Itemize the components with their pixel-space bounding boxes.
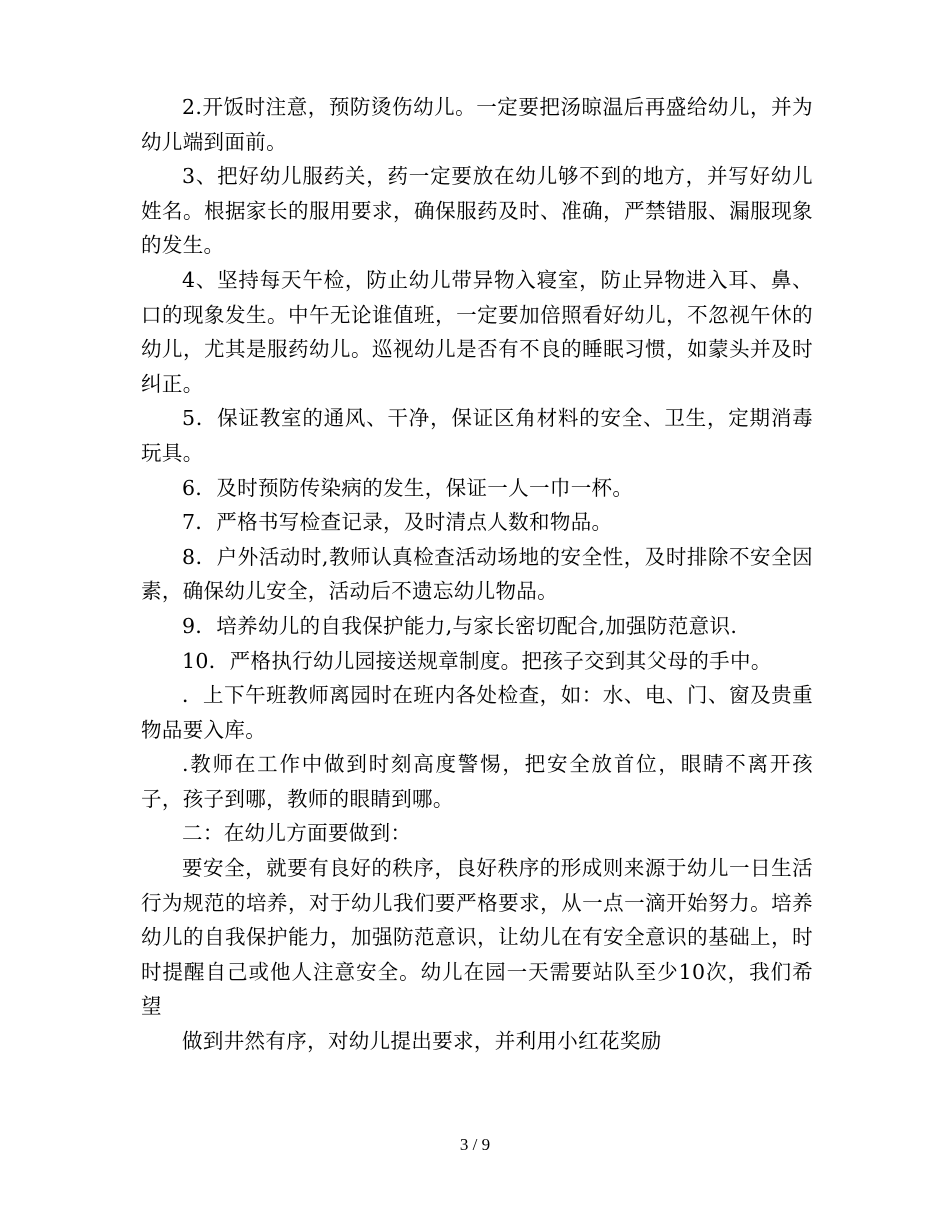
- paragraph-13: 做到井然有序，对幼儿提出要求，并利用小红花奖励: [182, 1029, 662, 1054]
- paragraph-12: 要安全，就要有良好的秩序，良好秩序的形成则来源于幼儿一日生活行为规范的培养，对于幼儿我们要严格要求，从一点一滴开始努力。培养幼儿的自我保护能力，加强防范意识，让幼儿在有安全意识的基础上，时时提醒自己或他人注意安全。幼儿在园一天需要站队至少10次，我们希望: [141, 856, 813, 1019]
- paragraph-6: 7．严格书写检查记录，及时清点人数和物品。: [182, 510, 613, 535]
- paragraph-9: 10．严格执行幼儿园接送规章制度。把孩子交到其父母的手中。: [182, 648, 772, 673]
- page-number: 3 / 9: [459, 1135, 491, 1154]
- paragraph-11: .教师在工作中做到时刻高度警惕，把安全放首位，眼睛不离开孩子，孩子到哪，教师的眼睛到哪。: [141, 752, 813, 811]
- paragraph-3: 4、坚持每天午检，防止幼儿带异物入寝室，防止异物进入耳、鼻、口的现象发生。中午无论谁值班，一定要加倍照看好幼儿，不忽视午休的幼儿，尤其是服药幼儿。巡视幼儿是否有不良的睡眠习惯，如蒙头并及时纠正。: [141, 267, 813, 396]
- paragraph-4: 5．保证教室的通风、干净，保证区角材料的安全、卫生，定期消毒玩具。: [141, 406, 813, 465]
- paragraph-5: 6．及时预防传染病的发生，保证一人一巾一杯。: [182, 475, 634, 500]
- paragraph-10: ．上下午班教师离园时在班内各处检查，如：水、电、门、窗及贵重物品要入库。: [141, 683, 813, 742]
- paragraph-1: 2.开饭时注意，预防烫伤幼儿。一定要把汤晾温后再盛给幼儿，并为幼儿端到面前。: [141, 95, 813, 154]
- paragraph-7: 8．户外活动时,教师认真检查活动场地的安全性，及时排除不安全因素，确保幼儿安全，活动后不遗忘幼儿物品。: [141, 544, 813, 604]
- document-body: [141, 90, 813, 1059]
- paragraph-8: 9．培养幼儿的自我保护能力,与家长密切配合,加强防范意识.: [182, 613, 738, 638]
- paragraph-2: 3、把好幼儿服药关，药一定要放在幼儿够不到的地方，并写好幼儿姓名。根据家长的服用要求，确保服药及时、准确，严禁错服、漏服现象的发生。: [141, 164, 813, 258]
- section-heading: 二：在幼儿方面要做到：: [182, 821, 412, 846]
